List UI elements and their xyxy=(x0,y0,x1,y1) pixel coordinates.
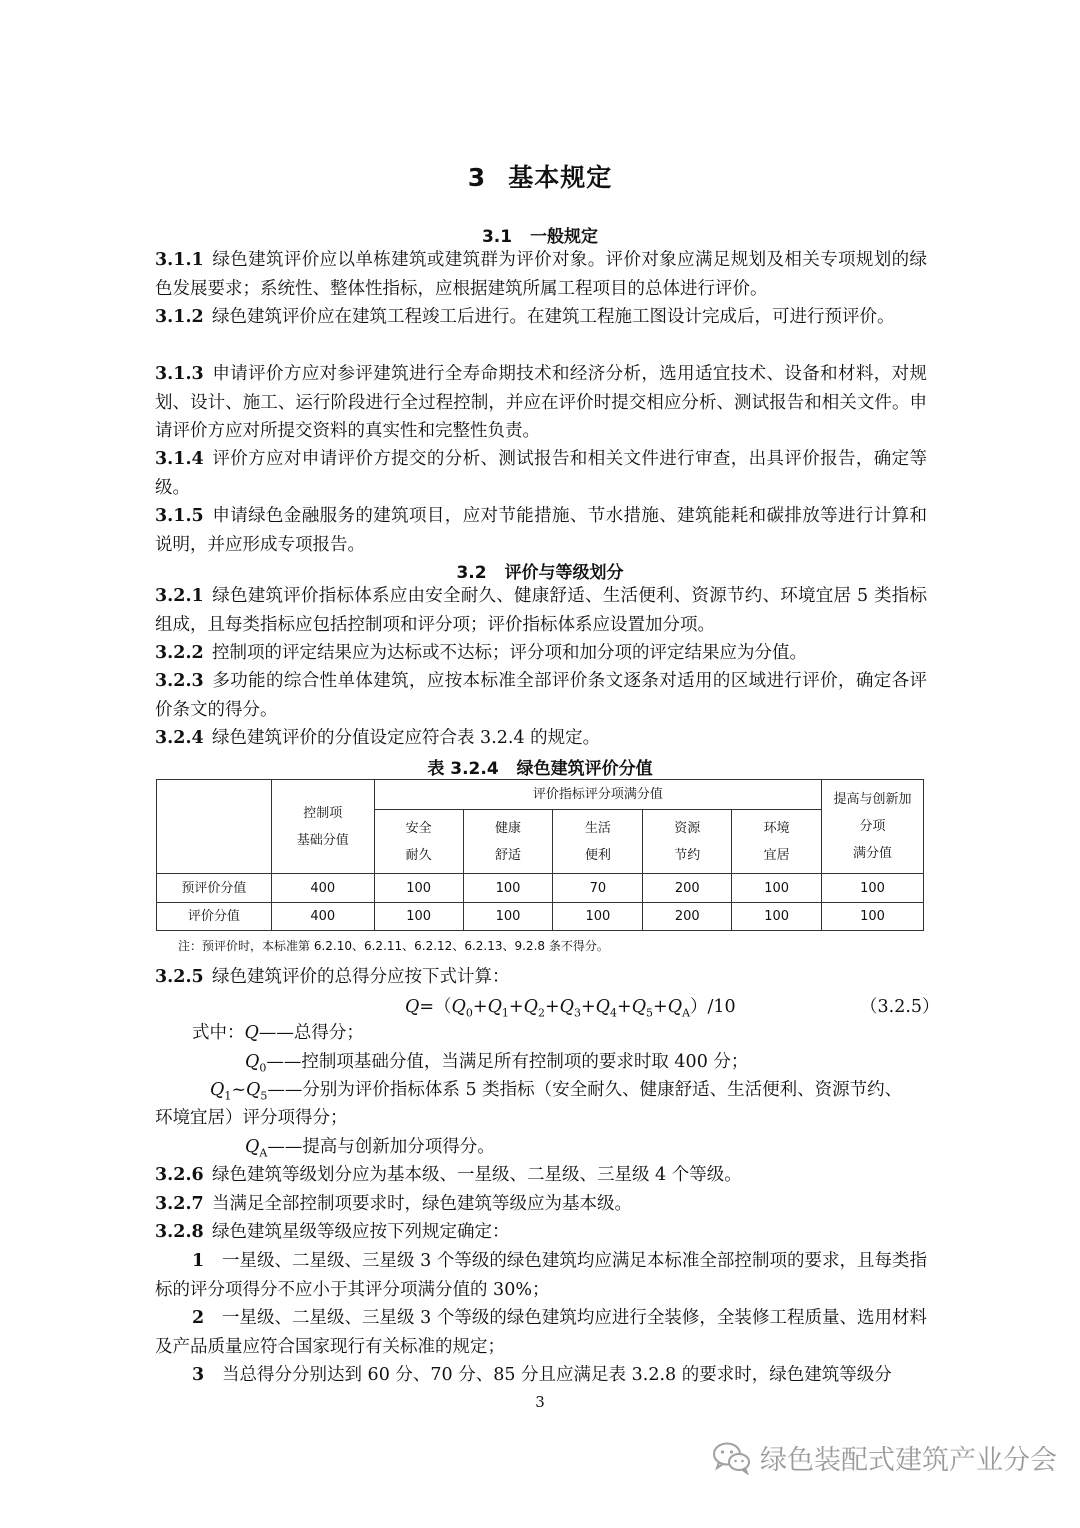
var-desc: ——控制项基础分值，当满足所有控制项的要求时取 400 分； xyxy=(266,1052,749,1072)
clause-3-1-3 xyxy=(155,360,927,446)
cell: 100 xyxy=(822,903,924,931)
header-line2: 舒适 xyxy=(494,847,521,863)
table-corner-cell xyxy=(157,780,272,874)
header-control-line2: 基础分值 xyxy=(296,832,349,848)
section-title-text: 一般规定 xyxy=(530,227,599,247)
table-note: 注：预评价时，本标准第 6.2.10、6.2.11、6.2.12、6.2.13、9.2.8 条不得分。 xyxy=(178,939,609,953)
var-q1-q5: $Q_1\sim Q_5——$分别为评价指标体系 5 类指标（安全耐久、健康舒适、生活便利、资源节约、 xyxy=(210,1080,903,1103)
clause-number: 3.2.1 xyxy=(155,586,204,606)
clause-3-2-5 xyxy=(155,963,927,992)
clause-number: 3.2.6 xyxy=(155,1165,204,1185)
clause-number: 3.2.7 xyxy=(155,1194,204,1214)
clause-number: 3.2.2 xyxy=(155,643,204,663)
header-bonus-line3: 满分值 xyxy=(853,846,893,861)
clause-3-1-4 xyxy=(155,445,927,502)
header-line2: 宜居 xyxy=(763,847,790,863)
var-intro: 式中： xyxy=(192,1023,245,1043)
list-item-2 xyxy=(155,1304,927,1361)
clause-text: 申请绿色金融服务的建筑项目，应对节能措施、节水措施、建筑能耗和碳排放等进行计算和说明，并应形成专项报告。 xyxy=(155,506,927,555)
header-line2: 节约 xyxy=(674,847,701,863)
clause-text: 绿色建筑评价指标体系应由安全耐久、健康舒适、生活便利、资源节约、环境宜居 5 类指标组成，且每类指标应包括控制项和评分项；评价指标体系应设置加分项。 xyxy=(155,586,927,635)
table-caption xyxy=(0,754,1080,779)
clause-3-2-8 xyxy=(155,1218,927,1247)
header-col-health xyxy=(463,810,553,874)
clause-number: 3.2.3 xyxy=(155,671,204,691)
clause-3-1-2 xyxy=(155,303,927,332)
section-number: 3.1 xyxy=(481,227,513,247)
header-col-life xyxy=(553,810,643,874)
clause-text: 绿色建筑评价应在建筑工程竣工后进行。在建筑工程施工图设计完成后，可进行预评价。 xyxy=(212,307,895,327)
formula-number: （3.2.5） xyxy=(860,997,940,1017)
clause-3-2-7 xyxy=(155,1190,927,1219)
formula: $Q=(Q_0+Q_1+Q_2+Q_3+Q_4+Q_5+Q_A)/10$ xyxy=(405,997,736,1020)
cell: 100 xyxy=(822,874,924,903)
cell: 200 xyxy=(643,903,732,931)
section-title-3-1 xyxy=(0,222,1080,247)
score-table xyxy=(156,779,924,931)
cell: 400 xyxy=(271,874,374,903)
section-title-text: 评价与等级划分 xyxy=(504,563,624,583)
header-line1: 安全 xyxy=(405,820,432,836)
header-line1: 健康 xyxy=(494,820,521,836)
list-item-3 xyxy=(155,1361,927,1390)
cell: 200 xyxy=(643,874,732,903)
item-text: 一星级、二星级、三星级 3 个等级的绿色建筑均应进行全装修，全装修工程质量、选用材料及产品质量应符合国家现行有关标准的规定； xyxy=(155,1308,927,1357)
cell: 70 xyxy=(553,874,643,903)
row-label: 预评价分值 xyxy=(157,874,272,903)
header-bonus-cell xyxy=(822,780,924,874)
page-number: 3 xyxy=(535,1393,545,1411)
clause-text: 绿色建筑星级等级应按下列规定确定： xyxy=(212,1222,510,1242)
wechat-icon xyxy=(712,1441,752,1475)
header-line2: 耐久 xyxy=(405,847,432,863)
clause-text: 绿色建筑等级划分应为基本级、一星级、二星级、三星级 4 个等级。 xyxy=(212,1165,742,1185)
header-line1: 生活 xyxy=(584,820,611,836)
clause-text: 申请评价方应对参评建筑进行全寿命期技术和经济分析，选用适宜技术、设备和材料，对规划、设计、施工、运行阶段进行全过程控制，并应在评价时提交相应分析、测试报告和相关文件。申请评价方应对所提交资料的真实性和完整性负责。 xyxy=(155,364,927,441)
var-q1-q5-cont: 环境宜居）评分项得分； xyxy=(155,1108,348,1128)
clause-number: 3.1.4 xyxy=(155,449,204,469)
clause-3-1-5 xyxy=(155,502,927,559)
header-group-cell: 评价指标评分项满分值 xyxy=(374,780,821,810)
var-desc: ——总得分； xyxy=(258,1023,364,1043)
header-bonus-line1: 提高与创新加 xyxy=(833,792,912,807)
header-control-line1: 控制项 xyxy=(303,805,343,821)
row-label: 评价分值 xyxy=(157,903,272,931)
clause-3-2-2 xyxy=(155,639,927,668)
cell: 100 xyxy=(553,903,643,931)
header-control-cell xyxy=(271,780,374,874)
clause-3-2-3 xyxy=(155,667,927,724)
header-col-safety xyxy=(374,810,463,874)
clause-3-2-1 xyxy=(155,582,927,639)
var-q: 式中：Q——总得分； xyxy=(192,1023,364,1043)
cell: 400 xyxy=(271,903,374,931)
chapter-number: 3 xyxy=(467,163,487,192)
list-item-1 xyxy=(155,1247,927,1304)
clause-text: 绿色建筑评价应以单栋建筑或建筑群为评价对象。评价对象应满足规划及相关专项规划的绿色发展要求；系统性、整体性指标，应根据建筑所属工程项目的总体进行评价。 xyxy=(155,250,927,299)
table-caption-title: 绿色建筑评价分值 xyxy=(516,759,653,779)
var-desc: ——提高与创新加分项得分。 xyxy=(267,1137,495,1157)
section-number: 3.2 xyxy=(456,563,487,583)
clause-text: 控制项的评定结果应为达标或不达标；评分项和加分项的评定结果应为分值。 xyxy=(212,643,807,663)
item-number: 2 xyxy=(192,1308,205,1328)
table-caption-number: 表 3.2.4 xyxy=(427,759,499,779)
clause-number: 3.1.3 xyxy=(155,364,204,384)
clause-3-1-1 xyxy=(155,246,927,303)
chapter-title xyxy=(0,158,1080,194)
item-text: 一星级、二星级、三星级 3 个等级的绿色建筑均应满足本标准全部控制项的要求，且每类指标的评分项得分不应小于其评分项满分值的 30%； xyxy=(155,1251,927,1300)
clause-number: 3.2.8 xyxy=(155,1222,204,1242)
header-col-environment xyxy=(732,810,822,874)
clause-number: 3.2.5 xyxy=(155,967,204,987)
clause-text: 评价方应对申请评价方提交的分析、测试报告和相关文件进行审查，出具评价报告，确定等级。 xyxy=(155,449,927,498)
var-desc: ——分别为评价指标体系 5 类指标（安全耐久、健康舒适、生活便利、资源节约、 xyxy=(267,1080,903,1100)
table-row xyxy=(157,874,924,903)
cell: 100 xyxy=(732,874,822,903)
clause-3-2-6 xyxy=(155,1161,927,1190)
header-col-resource xyxy=(643,810,732,874)
cell: 100 xyxy=(463,903,553,931)
cell: 100 xyxy=(732,903,822,931)
item-text: 当总得分分别达到 60 分、70 分、85 分且应满足表 3.2.8 的要求时，绿色建筑等级分 xyxy=(222,1365,892,1385)
var-qa: $Q_A——$提高与创新加分项得分。 xyxy=(245,1137,495,1160)
item-number: 1 xyxy=(192,1251,205,1271)
header-line1: 环境 xyxy=(763,820,790,836)
header-line1: 资源 xyxy=(674,820,701,836)
clause-3-2-4 xyxy=(155,724,927,753)
item-number: 3 xyxy=(192,1365,205,1385)
clause-text: 当满足全部控制项要求时，绿色建筑等级应为基本级。 xyxy=(212,1194,632,1214)
chapter-title-text: 基本规定 xyxy=(508,163,613,192)
clause-number: 3.1.1 xyxy=(155,250,204,270)
clause-text: 绿色建筑评价的总得分应按下式计算： xyxy=(212,967,510,987)
clause-number: 3.1.5 xyxy=(155,506,204,526)
watermark-text: 绿色装配式建筑产业分会 xyxy=(760,1445,1057,1476)
header-bonus-line2: 分项 xyxy=(859,819,886,834)
table-row xyxy=(157,903,924,931)
watermark xyxy=(712,1438,1057,1477)
cell: 100 xyxy=(463,874,553,903)
clause-number: 3.2.4 xyxy=(155,728,204,748)
clause-number: 3.1.2 xyxy=(155,307,204,327)
header-line2: 便利 xyxy=(584,847,611,863)
cell: 100 xyxy=(374,903,463,931)
section-title-3-2 xyxy=(0,558,1080,583)
clause-text: 绿色建筑评价的分值设定应符合表 3.2.4 的规定。 xyxy=(212,728,601,748)
var-q0: $Q_0——$控制项基础分值，当满足所有控制项的要求时取 400 分； xyxy=(245,1052,749,1075)
clause-text: 多功能的综合性单体建筑，应按本标准全部评价条文逐条对适用的区域进行评价，确定各评价条文的得分。 xyxy=(155,671,927,720)
cell: 100 xyxy=(374,874,463,903)
